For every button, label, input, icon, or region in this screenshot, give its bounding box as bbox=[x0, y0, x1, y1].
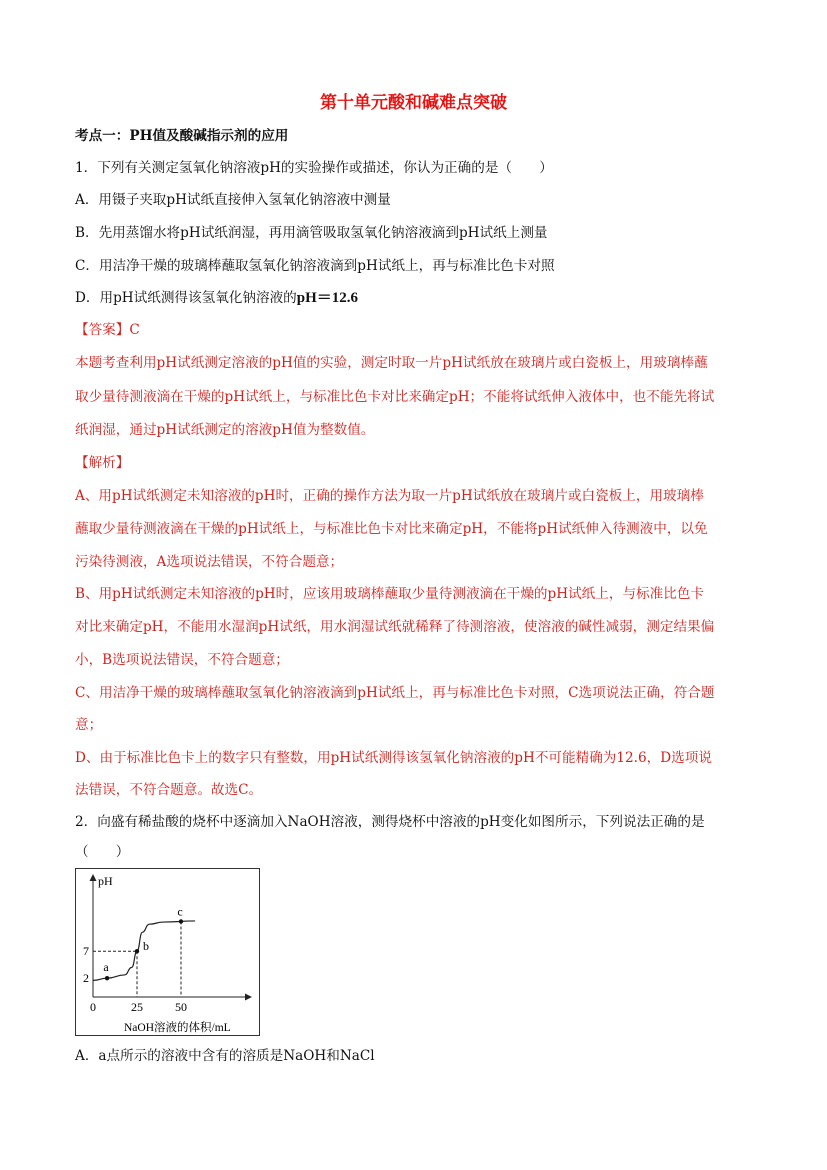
q1-option-c: C．用洁净干燥的玻璃棒蘸取氢氧化钠溶液滴到pH试纸上，再与标准比色卡对照 bbox=[75, 258, 555, 274]
ph-chart-svg bbox=[76, 869, 261, 1037]
data-points bbox=[103, 905, 183, 981]
q1-analysis-line-8: 意； bbox=[75, 717, 103, 733]
q2-stem-line-2: （ ） bbox=[75, 844, 130, 860]
q1-analysis-line-6: 小，B选项说法错误，不符合题意； bbox=[75, 652, 289, 668]
y-tick-7: 7 bbox=[83, 944, 89, 959]
section-heading: 考点一：PH值及酸碱指示剂的应用 bbox=[75, 128, 289, 144]
q1-analysis-line-1: A、用pH试纸测定未知溶液的pH时，正确的操作方法为取一片pH试纸放在玻璃片或白瓷板上，用玻璃棒 bbox=[75, 488, 704, 504]
q1-stem: 1．下列有关测定氢氧化钠溶液pH的实验操作或描述，你认为正确的是（ ） bbox=[75, 160, 553, 176]
q2-option-a: A．a点所示的溶液中含有的溶质是NaOH和NaCl bbox=[75, 1048, 375, 1064]
q1-analysis-line-10: 法错误，不符合题意。故选C。 bbox=[75, 782, 263, 798]
q1-analysis-line-3: 污染待测液，A选项说法错误，不符合题意； bbox=[75, 554, 344, 570]
q1-answer-line-3: 纸润湿，通过pH试纸测定的溶液pH值为整数值。 bbox=[75, 422, 375, 438]
y-axis-label: pH bbox=[98, 874, 113, 888]
x-tick-50: 50 bbox=[175, 1000, 187, 1014]
q1-option-a: A．用镊子夹取pH试纸直接伸入氢氧化钠溶液中测量 bbox=[75, 192, 391, 208]
point-a bbox=[105, 976, 109, 980]
q1-answer-label: 【答案】C bbox=[75, 322, 140, 338]
q1-analysis-line-5: 对比来确定pH，不能用水湿润pH试纸，用水润湿试纸就稀释了待测溶液，使溶液的碱性减弱，测定结果偏 bbox=[75, 619, 715, 635]
x-tick-25: 25 bbox=[131, 1000, 143, 1014]
q1-option-d-text: D．用pH试纸测得该氢氧化钠溶液的 bbox=[75, 290, 297, 306]
q1-option-d-value: pH＝12.6 bbox=[296, 290, 359, 306]
y-tick-2: 2 bbox=[83, 971, 89, 986]
point-label-b: b bbox=[143, 939, 149, 954]
q1-analysis-line-4: B、用pH试纸测定未知溶液的pH时，应该用玻璃棒蘸取少量待测液滴在干燥的pH试纸上，与标准比色卡 bbox=[75, 586, 704, 602]
q1-option-b: B．先用蒸馏水将pH试纸润湿，再用滴管吸取氢氧化钠溶液滴到pH试纸上测量 bbox=[75, 225, 548, 241]
q1-analysis-label: 【解析】 bbox=[75, 455, 130, 471]
point-label-c: c bbox=[177, 904, 183, 919]
q1-analysis-line-7: C、用洁净干燥的玻璃棒蘸取氢氧化钠溶液滴到pH试纸上，再与标准比色卡对照，C选项说法正确，符合题 bbox=[75, 685, 715, 701]
q1-analysis-line-9: D、由于标准比色卡上的数字只有整数，用pH试纸测得该氢氧化钠溶液的pH不可能精确为12.6，D选项说 bbox=[75, 750, 712, 766]
x-axis-label: NaOH溶液的体积/mL bbox=[124, 1022, 231, 1034]
point-c bbox=[179, 919, 183, 923]
point-label-a: a bbox=[103, 960, 109, 975]
ph-chart bbox=[75, 868, 260, 1036]
q1-analysis-line-2: 蘸取少量待测液滴在干燥的pH试纸上，与标准比色卡对比来确定pH，不能将pH试纸伸入待测液中，以免 bbox=[75, 521, 708, 537]
point-b bbox=[135, 949, 139, 953]
x-tick-0: 0 bbox=[90, 1000, 96, 1014]
q1-answer-line-2: 取少量待测液滴在干燥的pH试纸上，与标准比色卡对比来确定pH；不能将试纸伸入液体中，也不能先将试 bbox=[75, 389, 715, 405]
page-title: 第十单元酸和碱难点突破 bbox=[320, 93, 507, 113]
q1-option-d bbox=[75, 288, 358, 308]
q2-stem-line-1: 2．向盛有稀盐酸的烧杯中逐滴加入NaOH溶液，测得烧杯中溶液的pH变化如图所示，下列说法正确的是 bbox=[75, 814, 705, 830]
q1-answer-line-1: 本题考查利用pH试纸测定溶液的pH值的实验，测定时取一片pH试纸放在玻璃片或白瓷板上，用玻璃棒蘸 bbox=[75, 355, 708, 371]
